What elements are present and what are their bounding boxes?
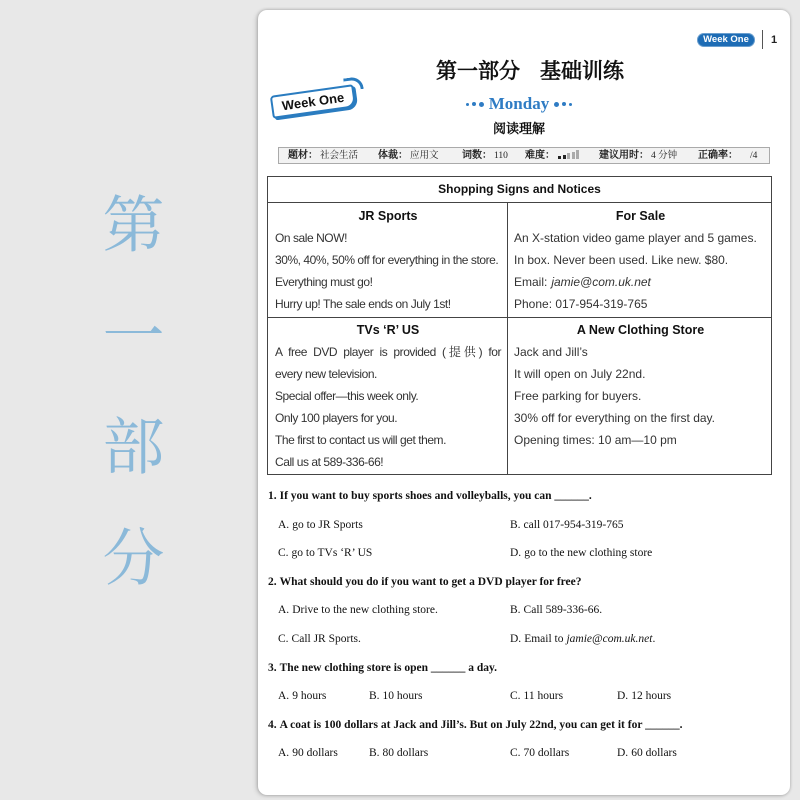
- genre-label: 体裁：: [378, 150, 408, 161]
- dot-icon: [569, 103, 572, 106]
- option-letter: C.: [278, 547, 289, 560]
- option-suffix: .: [652, 632, 656, 645]
- option-letter: A.: [278, 518, 290, 531]
- question-3-options: [268, 682, 783, 711]
- dot-icon: [554, 102, 559, 107]
- question-2: [268, 568, 783, 597]
- question-text: The new clothing store is open ______ a day.: [279, 661, 497, 674]
- notice-title: For Sale: [615, 209, 666, 223]
- title-section: 基础训练: [540, 60, 624, 83]
- option-d: [617, 682, 671, 711]
- option-d: [510, 539, 652, 568]
- title-part: 第一部分: [436, 60, 520, 83]
- option-b: [369, 682, 422, 711]
- suggested-time-info: [599, 148, 677, 164]
- workbook-page: [258, 10, 790, 795]
- email-label: Email:: [514, 275, 548, 289]
- dot-icon: [472, 102, 476, 106]
- option-letter: D.: [617, 690, 629, 703]
- table-row: [268, 318, 771, 474]
- side-title: 第一部分: [92, 192, 165, 636]
- genre-info: [378, 148, 439, 164]
- option-letter: A.: [278, 604, 290, 617]
- option-b: [369, 739, 428, 768]
- option-text: 9 hours: [292, 690, 327, 703]
- question-list: [268, 482, 783, 768]
- option-letter: B.: [510, 518, 521, 531]
- table-title: Shopping Signs and Notices: [268, 177, 771, 203]
- question-4: [268, 711, 783, 740]
- email-address: jamie@com.uk.net: [551, 275, 651, 289]
- notice-email-line: [514, 271, 767, 293]
- left-dots-ornament: [466, 102, 484, 107]
- notice-line: Call us at 589-336-66!: [275, 455, 384, 469]
- notice-line: On sale NOW!: [275, 231, 347, 245]
- option-letter: D.: [510, 547, 522, 560]
- notice-line: The first to contact us will get them.: [275, 433, 446, 447]
- dot-icon: [479, 102, 484, 107]
- accuracy-info: [698, 148, 757, 164]
- notice-line: An X-station video game player and 5 games.: [514, 231, 757, 245]
- notice-line: 30%, 40%, 50% off for everything in the store.: [275, 253, 499, 267]
- right-dots-ornament: [554, 102, 572, 107]
- question-text: A coat is 100 dollars at Jack and Jill’s. But on July 22nd, you can get it for ______.: [279, 718, 683, 731]
- question-1: [268, 482, 783, 511]
- genre-value: 应用文: [410, 151, 439, 161]
- word-count-value: 110: [494, 151, 508, 161]
- option-a: [278, 511, 363, 540]
- question-text: What should you do if you want to get a DVD player for free?: [279, 575, 582, 588]
- notice-line: Hurry up! The sale ends on July 1st!: [275, 297, 451, 311]
- word-count-info: [462, 148, 508, 164]
- option-text: Drive to the new clothing store.: [292, 604, 438, 617]
- question-1-options-cd: [268, 539, 783, 568]
- notice-title: A New Clothing Store: [576, 323, 705, 337]
- option-email: jamie@com.uk.net: [566, 632, 653, 645]
- option-letter: D.: [510, 632, 522, 645]
- notices-table: [267, 176, 772, 475]
- option-text: 70 dollars: [523, 747, 570, 760]
- topic-label: 题材：: [288, 150, 318, 161]
- notice-line: every new television.: [275, 367, 377, 381]
- option-c: [278, 539, 372, 568]
- option-letter: B.: [369, 690, 380, 703]
- day-label: Monday: [488, 94, 550, 113]
- question-number: 2.: [268, 575, 277, 588]
- option-text: 11 hours: [523, 690, 564, 703]
- option-text: go to JR Sports: [292, 518, 363, 531]
- option-letter: B.: [369, 747, 380, 760]
- question-2-options-ab: [268, 596, 783, 625]
- topic-value: 社会生活: [320, 151, 359, 161]
- header-divider: [762, 30, 763, 49]
- notice-tvs-r-us: [268, 318, 508, 474]
- word-count-label: 词数：: [462, 150, 492, 161]
- option-letter: D.: [617, 747, 629, 760]
- option-d: [510, 625, 655, 654]
- suggested-time-label: 建议用时：: [599, 150, 649, 161]
- notice-jr-sports: [268, 203, 508, 317]
- difficulty-bar: [558, 156, 561, 159]
- dot-icon: [466, 103, 469, 106]
- dot-icon: [562, 102, 566, 106]
- week-tag-label: Week One: [280, 89, 346, 114]
- section-subtitle: 阅读理解: [492, 121, 545, 136]
- notice-clothing-store: [508, 318, 771, 474]
- difficulty-label: 难度：: [525, 150, 555, 161]
- option-c: [510, 739, 569, 768]
- difficulty-info: [525, 148, 579, 163]
- option-c: [278, 625, 361, 654]
- option-letter: A.: [278, 690, 290, 703]
- option-a: [278, 596, 438, 625]
- notice-phone-line: Phone: 017-954-319-765: [514, 297, 648, 311]
- suggested-time-value: 4 分钟: [651, 151, 678, 161]
- reading-info-bar: [278, 147, 770, 164]
- option-text: 10 hours: [382, 690, 423, 703]
- option-letter: C.: [510, 747, 521, 760]
- page-number: 1: [771, 34, 778, 46]
- accuracy-label: 正确率：: [698, 150, 738, 161]
- option-letter: C.: [278, 632, 289, 645]
- option-letter: C.: [510, 690, 521, 703]
- notice-line: Opening times: 10 am—10 pm: [514, 433, 677, 447]
- day-heading: [258, 94, 780, 114]
- notice-title: JR Sports: [358, 209, 418, 223]
- option-text: 90 dollars: [292, 747, 338, 760]
- notice-line: 30% off for everything on the first day.: [514, 411, 715, 425]
- option-text: go to the new clothing store: [524, 547, 653, 560]
- question-3: [268, 654, 783, 683]
- option-letter: B.: [510, 604, 521, 617]
- option-text: Email to: [524, 632, 564, 645]
- question-4-options: [268, 739, 783, 768]
- option-text: go to TVs ‘R’ US: [291, 547, 373, 560]
- option-text: 12 hours: [631, 690, 672, 703]
- option-text: 80 dollars: [382, 747, 429, 760]
- notice-line: Jack and Jill’s: [514, 345, 588, 359]
- question-number: 3.: [268, 661, 277, 674]
- question-1-options-ab: [268, 511, 783, 540]
- notice-line: It will open on July 22nd.: [514, 367, 646, 381]
- notice-line: Special offer—this week only.: [275, 389, 419, 403]
- notice-title: TVs ‘R’ US: [356, 323, 420, 337]
- option-a: [278, 682, 326, 711]
- option-d: [617, 739, 677, 768]
- difficulty-meter: [558, 150, 579, 159]
- difficulty-bar: [567, 153, 570, 159]
- notice-line: Free parking for buyers.: [514, 389, 642, 403]
- notice-line: A free DVD player is provided (提供) for: [275, 345, 501, 359]
- notice-line: Only 100 players for you.: [275, 411, 398, 425]
- option-text: Call 589-336-66.: [523, 604, 603, 617]
- notice-for-sale: [508, 203, 771, 317]
- option-text: call 017-954-319-765: [523, 518, 624, 531]
- notice-line: Everything must go!: [275, 275, 373, 289]
- notice-line: In box. Never been used. Like new. $80.: [514, 253, 729, 267]
- question-text: If you want to buy sports shoes and volleyballs, you can ______.: [279, 490, 592, 502]
- question-number: 4.: [268, 718, 277, 731]
- table-row: [268, 203, 771, 318]
- question-2-options-cd: [268, 625, 783, 654]
- question-number: 1.: [268, 490, 277, 502]
- difficulty-bar: [572, 152, 575, 159]
- option-text: Call JR Sports.: [291, 632, 361, 645]
- option-letter: A.: [278, 747, 290, 760]
- difficulty-bar: [563, 155, 566, 159]
- week-badge: Week One: [697, 33, 755, 47]
- option-b: [510, 511, 624, 540]
- difficulty-bar: [576, 150, 579, 159]
- option-b: [510, 596, 602, 625]
- accuracy-value: /4: [750, 151, 758, 161]
- option-c: [510, 682, 563, 711]
- option-text: 60 dollars: [631, 747, 677, 760]
- topic-info: [288, 148, 358, 164]
- option-a: [278, 739, 338, 768]
